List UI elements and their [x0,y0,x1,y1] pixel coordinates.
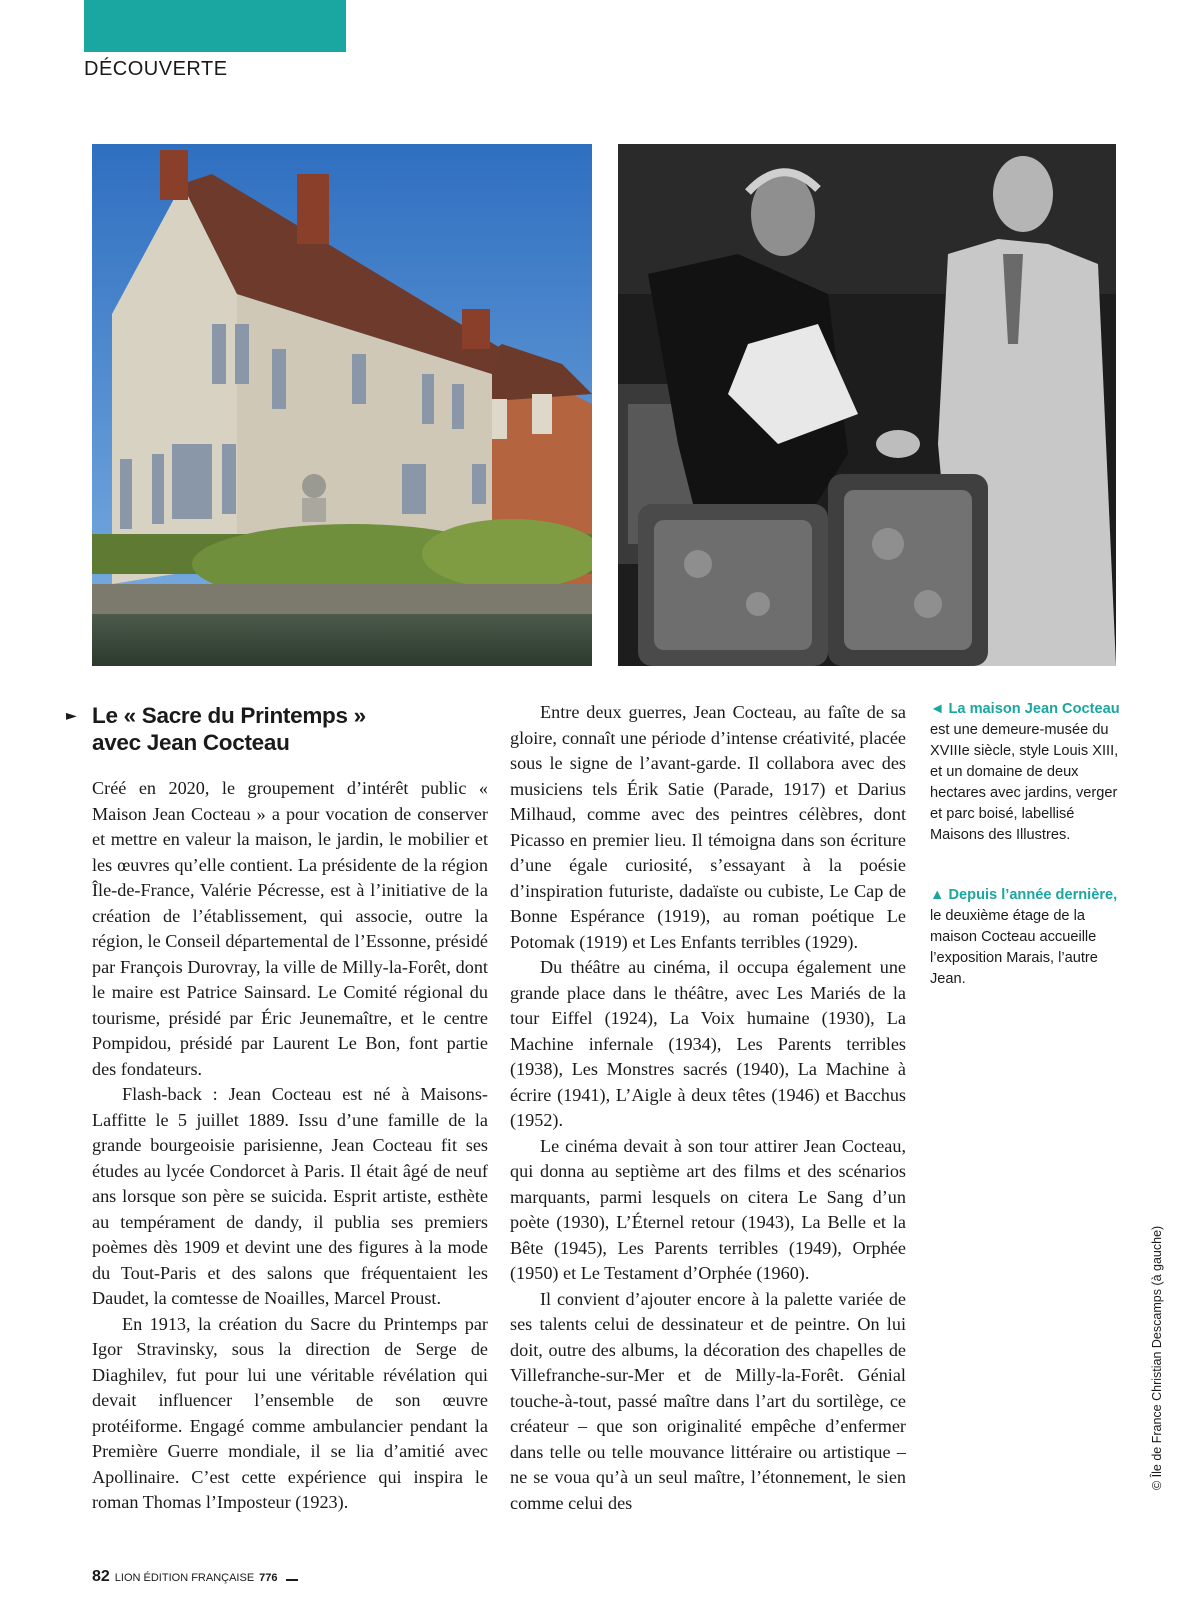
footer-dash [286,1579,298,1581]
photo-credit: © Île de France Christian Descamps (à gauche) [1150,1225,1164,1490]
caption-heading: ◄ La maison Jean Cocteau [930,701,1120,717]
house-photo [92,144,592,666]
article-title [92,702,432,756]
photo-caption-left [930,699,1130,846]
title-bullet-icon: ► [66,708,77,724]
theatre-photo [618,144,1116,666]
article-column-2 [510,700,906,1516]
section-label: DÉCOUVERTE [84,58,228,80]
paragraph: Il convient d’ajouter encore à la palette variée de ses talents celui de dessinateur et de peintre. On lui doit, outre des albums, la décoration des chapelles de Villefranche-sur-Mer et de Milly-la-Forêt. Génial touche-à-tout, passé maître dans l’art du sortilège, ce créateur – que son originalité empêche d’enfermer dans telle ou telle mouvance littéraire ou artistique – ne se voua qu’à un seul maître, l’étonnement, le sien comme celui des [510,1288,906,1513]
section-color-bar [84,0,346,52]
paragraph: Créé en 2020, le groupement d’intérêt public « Maison Jean Cocteau » a pour vocation de conserver et mettre en valeur la maison, le jardin, le mobilier et les œuvres qu’elle contient. La présidente de la région Île-de-France, Valérie Pécresse, est à l’initiative de la création de l’établissement, qui associe, outre la région, le Conseil départemental de l’Essonne, présidé par François Durovray, la ville de Milly-la-Forêt, dont le maire est Patrice Sainsard. Le Comité régional du tourisme, présidé par Éric Jeunemaître, et le centre Pompidou, présidé par Laurent Le Bon, font partie des fondateurs. [92,778,488,1079]
paragraph: Flash-back : Jean Cocteau est né à Maisons-Laffitte le 5 juillet 1889. Issu d’une famille de la grande bourgeoisie parisienne, Jean Cocteau fit ses études au lycée Condorcet à Paris. Il était âgé de neuf ans lorsque son père se suicida. Esprit artiste, esthète au tempérament de dandy, il publia ses premiers poèmes dès 1909 et devint une des figures à la mode du Tout-Paris et des salons que fréquentaient les Daudet, la comtesse de Noailles, Marcel Proust. [92,1084,488,1308]
publication-name: LION ÉDITION FRANÇAISE [114,1572,255,1584]
caption-text: le deuxième étage de la maison Cocteau accueille l’exposition Marais, l’autre Jean. [930,908,1098,987]
page-footer [92,1568,298,1586]
paragraph: En 1913, la création du Sacre du Printemps par Igor Stravinsky, sous la direction de Serge de Diaghilev, fut pour lui une véritable révélation qui devait influencer l’ensemble de son œuvre protéiforme. Engagé comme ambulancier pendant la Première Guerre mondiale, il se lia d’amitié avec Apollinaire. C’est cette expérience qui inspira le roman Thomas l’Imposteur (1923). [92,1313,488,1512]
caption-heading: ▲ Depuis l’année dernière, [930,887,1118,903]
title-line-2: avec Jean Cocteau [92,730,290,755]
paragraph: Du théâtre au cinéma, il occupa également une grande place dans le théâtre, avec Les Mariés de la tour Eiffel (1924), La Voix humaine (1930), La Machine infernale (1934), Les Parents terribles (1938), Les Monstres sacrés (1940), La Machine à écrire (1941), L’Aigle à deux têtes (1946) et Bacchus (1952). [510,957,906,1130]
photo-caption-right [930,885,1130,990]
paragraph: Entre deux guerres, Jean Cocteau, au faîte de sa gloire, connaît une période d’intense créativité, placée sous le signe de l’avant-garde. Il collabora avec des musiciens tels Érik Satie (Parade, 1917) et Darius Milhaud, comme avec des peintres célèbres, dont Picasso en premier lieu. Il témoigna dans son écriture d’une égale curiosité, s’essayant à la poésie d’inspiration futuriste, dadaïste ou cubiste, Le Cap de Bonne Espérance (1919), au roman poétique Le Potomak (1919) et Les Enfants terribles (1929). [510,702,906,952]
issue-number: 776 [259,1572,278,1584]
page-number: 82 [92,1568,110,1585]
paragraph: Le cinéma devait à son tour attirer Jean Cocteau, qui donna au septième art des films et des scénarios marquants, parmi lesquels on citera Le Sang d’un poète (1930), L’Éternel retour (1943), La Belle et la Bête (1945), Les Parents terribles (1949), Orphée (1950) et Le Testament d’Orphée (1960). [510,1135,906,1283]
article-column-1 [92,776,488,1516]
title-line-1: Le « Sacre du Printemps » [92,703,366,728]
caption-text: est une demeure-musée du XVIIIe siècle, style Louis XIII, et un domaine de deux hectares avec jardins, verger et parc boisé, labellisé Maisons des Illustres. [930,722,1119,843]
